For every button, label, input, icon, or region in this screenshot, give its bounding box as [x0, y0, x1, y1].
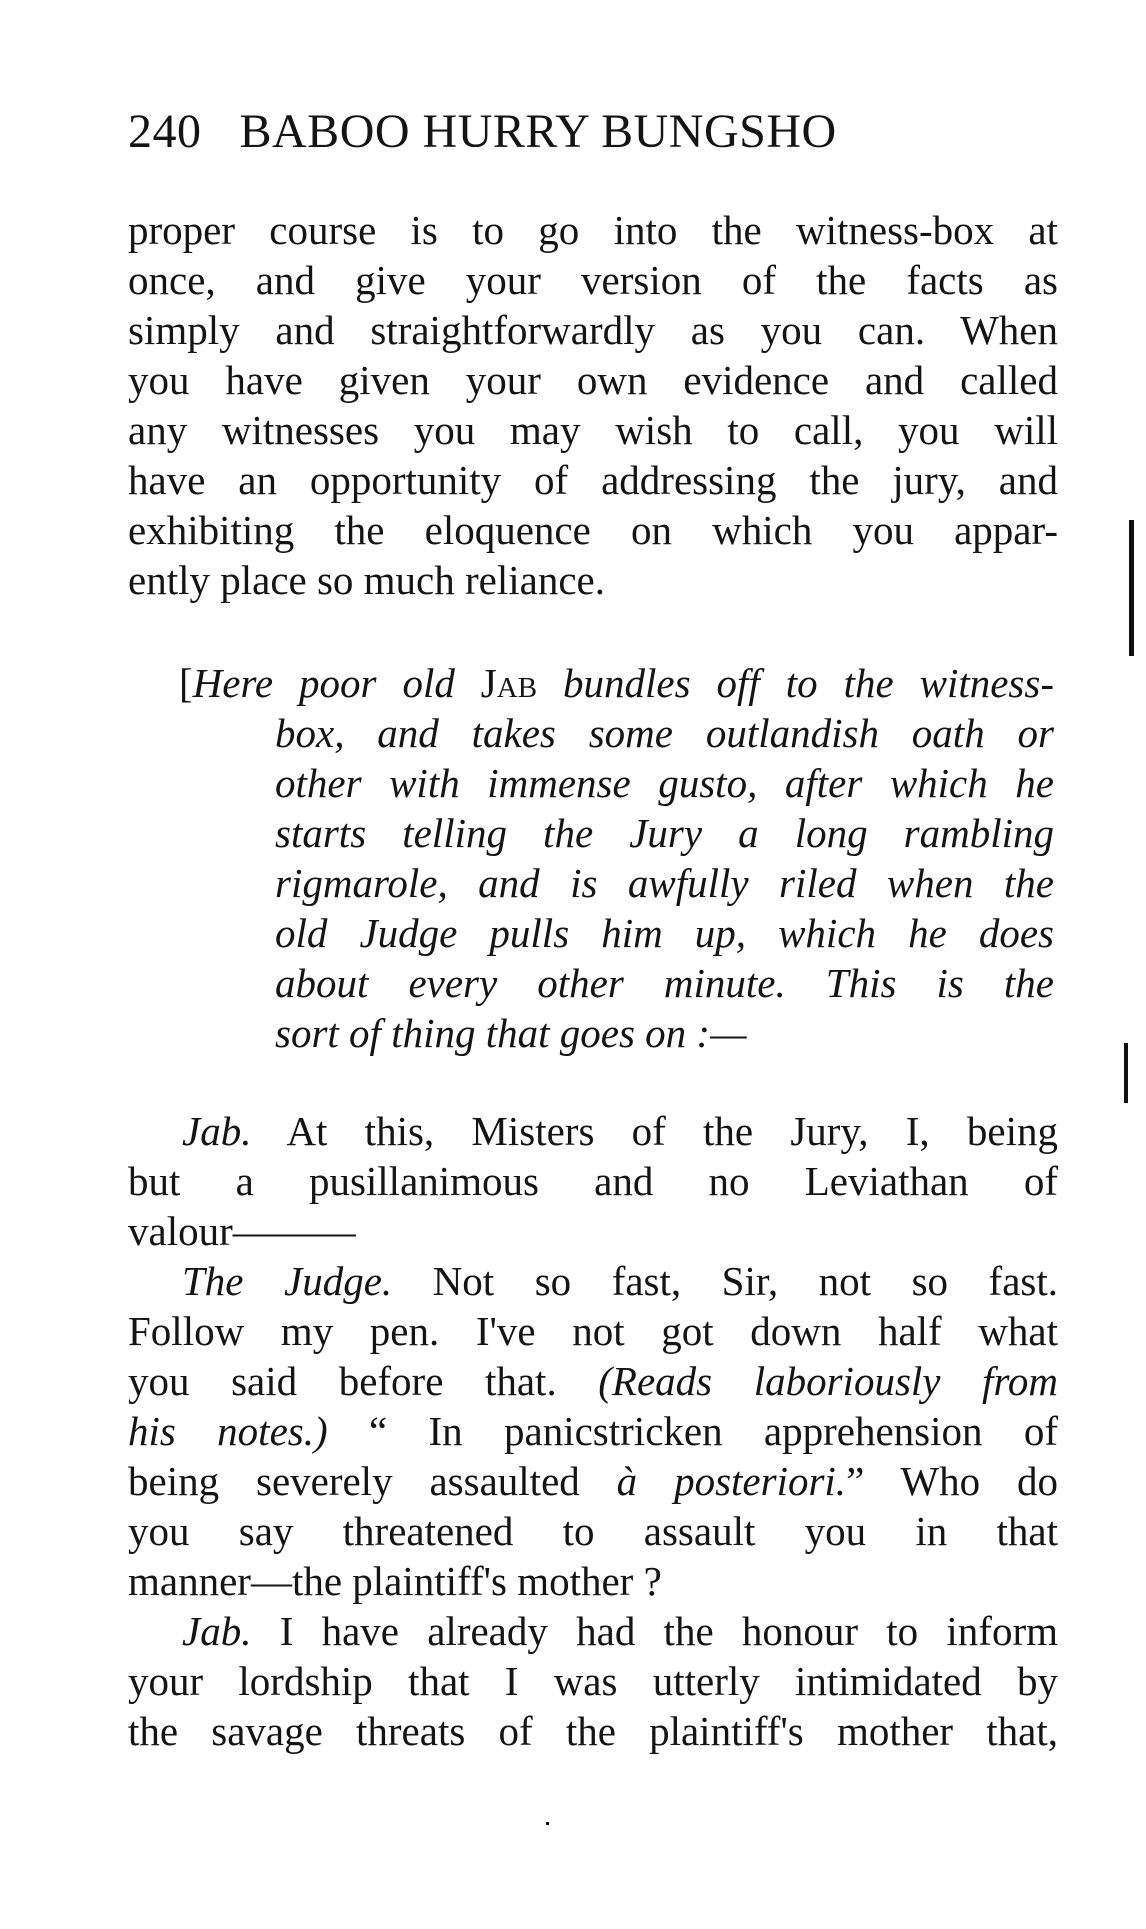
- dialogue-line: [128, 1456, 1058, 1506]
- speaker-name: The Judge.: [182, 1258, 393, 1304]
- scan-margin-mark: [1124, 1043, 1128, 1103]
- dialogue-line: your lordship that I was utterly intimidated by: [128, 1658, 1058, 1704]
- text-line: ently place so much reliance.: [128, 557, 605, 603]
- scan-speck: [546, 1822, 549, 1825]
- text-line: simply and straightforwardly as you can. When: [128, 307, 1058, 353]
- text-line: any witnesses you may wish to call, you will: [128, 407, 1058, 453]
- dialogue-line: manner—the plaintiff's mother ?: [128, 1558, 662, 1604]
- dialogue-text: being severely assaulted: [128, 1458, 580, 1504]
- dialogue-text: I have already had the honour to inform: [279, 1608, 1059, 1654]
- dialogue-text: ” Who do: [846, 1458, 1059, 1504]
- speaker-name: Jab.: [182, 1108, 252, 1154]
- stage-aside: his notes.): [128, 1408, 328, 1454]
- dialogue-line: [128, 1356, 1058, 1406]
- speaker-name: Jab.: [182, 1608, 252, 1654]
- stage-line-first: [179, 658, 1054, 708]
- stage-line: about every other minute. This is the: [275, 960, 1054, 1006]
- latin-phrase: à posteriori.: [616, 1458, 847, 1504]
- dialogue-text: Not so fast, Sir, not so fast.: [432, 1258, 1058, 1304]
- stage-aside: (Reads laboriously from: [598, 1358, 1058, 1404]
- text-line: have an opportunity of addressing the jury, and: [128, 457, 1058, 503]
- stage-line: old Judge pulls him up, which he does: [275, 910, 1054, 956]
- stage-line: rigmarole, and is awfully riled when the: [275, 860, 1054, 906]
- running-title: BABOO HURRY BUNGSHO: [239, 105, 837, 158]
- stage-text: Here poor old: [192, 660, 455, 706]
- dialogue: [128, 1106, 1058, 1756]
- stage-text: bundles off to the witness-: [563, 660, 1054, 706]
- stage-line: starts telling the Jury a long rambling: [275, 810, 1054, 856]
- text-line: you have given your own evidence and called: [128, 357, 1058, 403]
- dialogue-line: the savage threats of the plaintiff's mother that,: [128, 1708, 1058, 1754]
- stage-line: box, and takes some outlandish oath or: [275, 710, 1054, 756]
- stage-line: sort of thing that goes on :—: [275, 1010, 747, 1056]
- running-header: [128, 104, 928, 164]
- dialogue-line: but a pusillanimous and no Leviathan of: [128, 1158, 1058, 1204]
- dialogue-text: “ In panicstricken apprehension of: [368, 1408, 1059, 1454]
- dialogue-line: valour———: [128, 1208, 356, 1254]
- text-line: once, and give your version of the facts as: [128, 257, 1058, 303]
- dialogue-text: you said before that.: [128, 1358, 557, 1404]
- dialogue-line: [128, 1256, 1058, 1306]
- dialogue-line: you say threatened to assault you in that: [128, 1508, 1058, 1554]
- dialogue-text: At this, Misters of the Jury, I, being: [286, 1108, 1058, 1154]
- dialogue-line: [128, 1606, 1058, 1656]
- page-number: 240: [128, 105, 202, 158]
- open-bracket: [: [179, 660, 193, 706]
- text-line: proper course is to go into the witness-box at: [128, 207, 1058, 253]
- text-line: exhibiting the eloquence on which you appar-: [128, 507, 1058, 553]
- scan-margin-mark: [1129, 520, 1134, 656]
- stage-line: other with immense gusto, after which he: [275, 760, 1054, 806]
- dialogue-line: Follow my pen. I've not got down half what: [128, 1308, 1058, 1354]
- dialogue-line: [128, 1406, 1058, 1456]
- paragraph-court-advice: [128, 205, 1058, 605]
- dialogue-line: [128, 1106, 1058, 1156]
- character-name: Jab: [480, 660, 538, 706]
